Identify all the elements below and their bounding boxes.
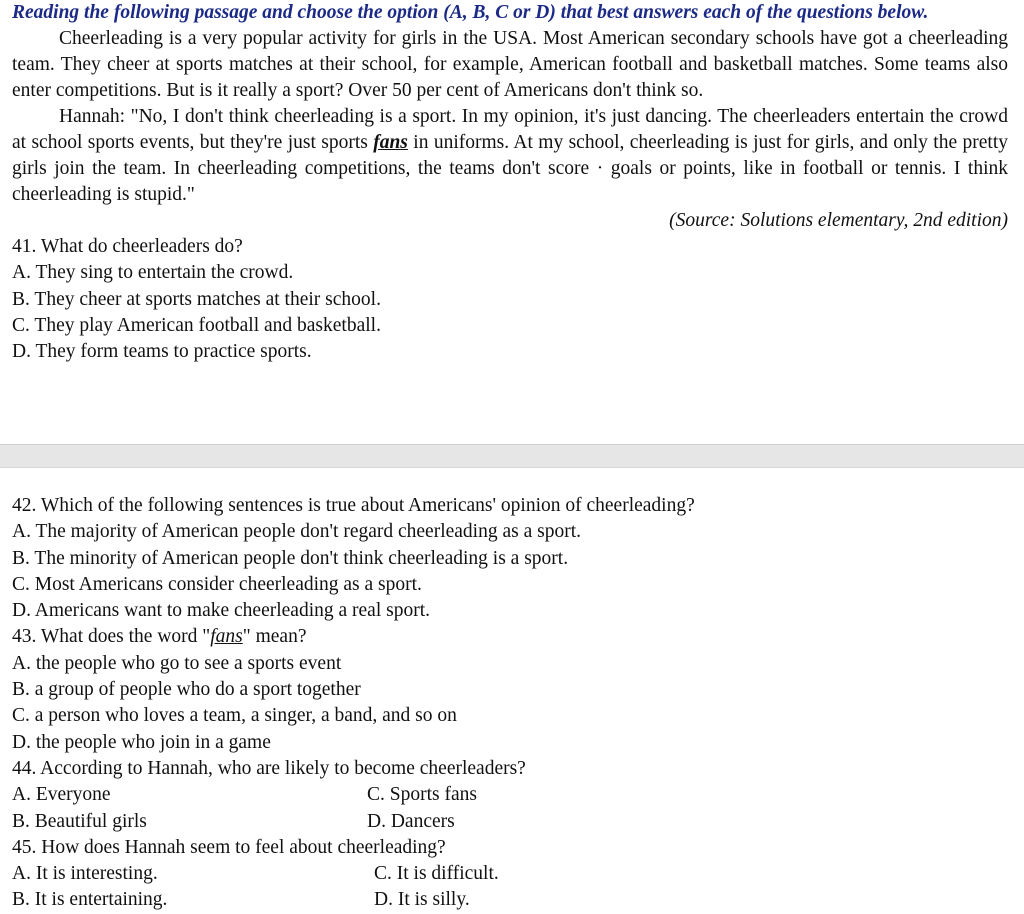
question-44-stem: 44. According to Hannah, who are likely to become cheerleaders? <box>12 757 526 779</box>
question-41-option-b: B. They cheer at sports matches at their school. <box>12 288 381 310</box>
question-45-option-c: C. It is difficult. <box>374 863 499 885</box>
question-42-option-c: C. Most Americans consider cheerleading as a sport. <box>12 573 422 595</box>
question-44-option-b: B. Beautiful girls <box>12 810 147 832</box>
question-43-stem <box>12 624 1008 650</box>
question-42-stem: 42. Which of the following sentences is true about Americans' opinion of cheerleading? <box>12 495 695 516</box>
question-41-stem: 41. What do cheerleaders do? <box>12 236 243 257</box>
passage-paragraph-2 <box>12 104 1008 208</box>
highlighted-word-fans: fans <box>373 132 408 153</box>
question-45-option-d: D. It is silly. <box>374 889 470 911</box>
question-43-option-d: D. the people who join in a game <box>12 731 271 753</box>
questions-section <box>12 493 1008 914</box>
page-separator <box>0 444 1024 468</box>
question-42-option-d: D. Americans want to make cheerleading a real sport. <box>12 600 431 622</box>
question-45-option-b: B. It is entertaining. <box>12 889 168 911</box>
passage-text: in uniforms. At my school, cheerleading is just for girls, and only the pretty girls join the team. In cheerleading competitions, the teams don't score · goals or points, like in football or tennis. I think cheerleading is stupid." <box>12 132 1008 205</box>
question-44-option-a: A. Everyone <box>12 784 111 806</box>
question-44-option-d: D. Dancers <box>367 810 455 832</box>
passage-paragraph-1: Cheerleading is a very popular activity for girls in the USA. Most American secondary schools have got a cheerleading team. They cheer at sports matches at their school, for example, American football and basketball matches. Some teams also enter competitions. But is it really a sport? Over 50 per cent of Americans don't think so. <box>12 28 1008 101</box>
question-44-option-c: C. Sports fans <box>367 784 477 806</box>
instruction-heading: Reading the following passage and choose the option (A, B, C or D) that best answers each of the questions below. <box>12 2 929 23</box>
question-42-option-a: A. The majority of American people don't regard cheerleading as a sport. <box>12 521 581 543</box>
question-text: 43. What does the word " <box>12 626 211 648</box>
question-45-option-a: A. It is interesting. <box>12 863 158 885</box>
question-43-option-a: A. the people who go to see a sports event <box>12 652 342 674</box>
question-43-option-c: C. a person who loves a team, a singer, a band, and so on <box>12 705 457 727</box>
question-44-options-row-2 <box>12 809 1008 835</box>
question-45-options-row-2 <box>12 887 1008 913</box>
question-43-option-b: B. a group of people who do a sport together <box>12 679 361 701</box>
question-42-option-b: B. The minority of American people don't think cheerleading is a sport. <box>12 547 569 569</box>
question-44-options-row-1 <box>12 782 1008 808</box>
passage-section <box>12 0 1008 365</box>
source-citation: (Source: Solutions elementary, 2nd edition) <box>669 210 1008 231</box>
question-41-option-c: C. They play American football and basketball. <box>12 314 381 336</box>
question-41-option-d: D. They form teams to practice sports. <box>12 341 312 363</box>
question-45-options-row-1 <box>12 861 1008 887</box>
question-45-stem: 45. How does Hannah seem to feel about cheerleading? <box>12 836 446 858</box>
passage-text: Hannah: "No, I don't think cheerleading is a sport. In my opinion, it's just dancing. The cheerleaders entertain the crowd at school sports events, but they're just sports <box>12 106 1008 153</box>
question-41-option-a: A. They sing to entertain the crowd. <box>12 262 294 284</box>
question-43-word: fans <box>210 626 243 648</box>
question-text: " mean? <box>242 626 307 648</box>
